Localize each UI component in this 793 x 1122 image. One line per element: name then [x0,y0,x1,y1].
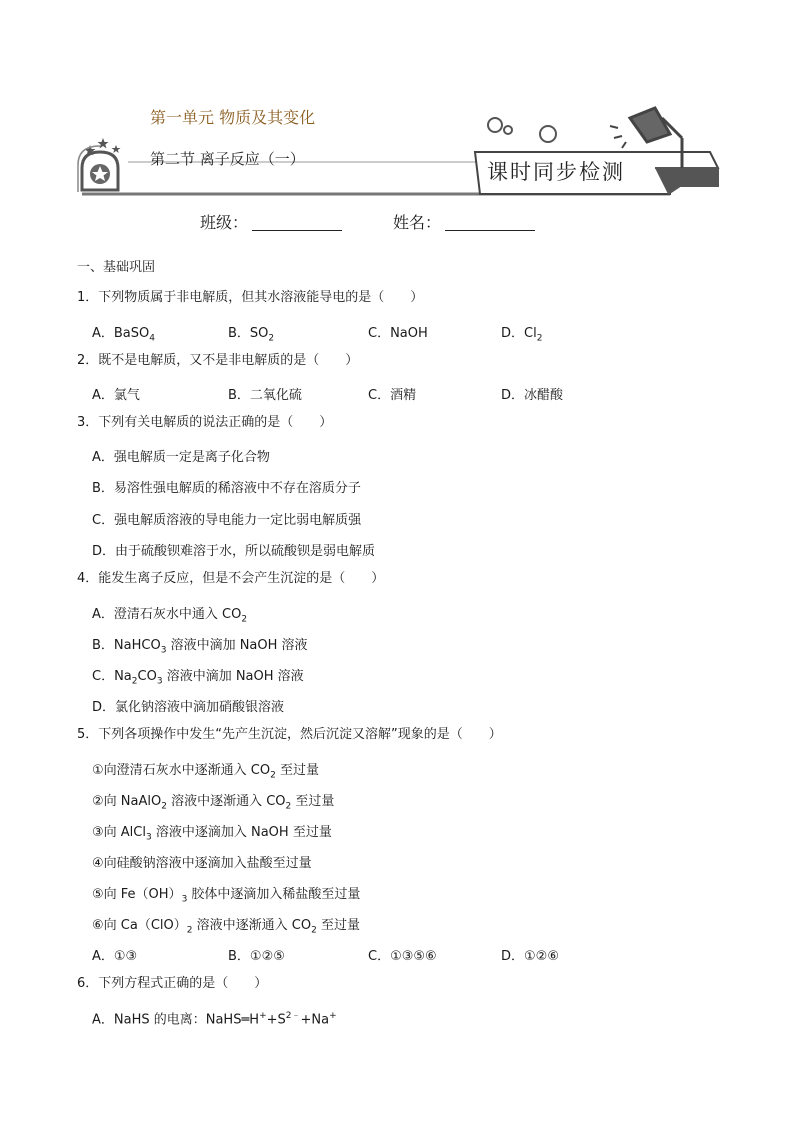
question-1-stem: 1．下列物质属于非电解质，但其水溶液能导电的是（ ） [77,290,424,305]
question-4-stem: 4．能发生离子反应，但是不会产生沉淀的是（ ） [77,571,385,586]
q2-option-d: D．冰醋酸 [501,388,564,403]
q6-option-a: A．NaHS 的电离：$NaHS═H^++S^{2﹣}+Na^+$ [92,1011,337,1028]
class-label: 班级： [200,213,249,232]
q2-option-c: C．酒精 [368,388,417,403]
q2-option-b: B．二氧化硫 [228,388,302,403]
badge-title: 课时同步检测 [487,160,625,184]
unit-title: 第一单元 物质及其变化 [150,108,316,127]
q5-option-b: B．①②⑤ [228,949,285,964]
q5-item-2: ②向 NaAlO$_2$ 溶液中逐渐通入 $CO_2$ 至过量 [92,794,335,812]
question-5-stem: 5．下列各项操作中发生“先产生沉淀，然后沉淀又溶解”现象的是（ ） [77,727,502,742]
section-heading: 一、基础巩固 [77,260,156,275]
q2-option-a: A．氯气 [92,388,140,403]
q3-option-c: C．强电解质溶液的导电能力一定比弱电解质强 [92,513,362,528]
q5-option-d: D．①②⑥ [501,949,559,964]
q4-option-a: A．澄清石灰水中通入 $CO_2$ [92,607,248,625]
star-badge-icon [78,138,121,192]
q1-option-c: C．NaOH [368,326,428,341]
bubble-icon [488,118,556,142]
name-label: 姓名： [393,213,442,232]
q4-option-c: C．$Na_2CO_3$ 溶液中滴加 NaOH 溶液 [92,669,304,687]
question-2-stem: 2．既不是电解质，又不是非电解质的是（ ） [77,353,359,368]
q5-item-3: ③向 AlCl$_3$ 溶液中逐滴加入 NaOH 至过量 [92,825,332,843]
q4-option-d: D．氯化钠溶液中滴加硝酸银溶液 [92,700,285,715]
q4-option-b: B．NaHCO$_3$ 溶液中滴加 NaOH 溶液 [92,638,308,656]
q5-option-a: A．①③ [92,949,138,964]
q5-option-c: C．①③⑤⑥ [368,949,437,964]
section-title: 第二节 离子反应（一） [150,150,305,168]
class-field [200,210,342,233]
q1-option-d: D．$Cl_2$ [501,326,543,344]
q5-item-6: ⑥向 $Ca(ClO)_2$ 溶液中逐渐通入 $CO_2$ 至过量 [92,918,360,936]
q3-option-a: A．强电解质一定是离子化合物 [92,450,270,465]
class-blank[interactable] [252,214,342,231]
q1-option-b: B．$SO_2$ [228,326,275,344]
q1-option-a: A．BaSO$_4$ [92,326,155,344]
q5-item-5: ⑤向 $Fe(OH)_3$ 胶体中逐滴加入稀盐酸至过量 [92,887,361,905]
question-3-stem: 3．下列有关电解质的说法正确的是（ ） [77,415,333,430]
question-6-stem: 6．下列方程式正确的是（ ） [77,976,268,991]
q3-option-b: B．易溶性强电解质的稀溶液中不存在溶质分子 [92,481,361,496]
q5-item-1: ①向澄清石灰水中逐渐通入 $CO_2$ 至过量 [92,763,319,781]
name-blank[interactable] [445,214,535,231]
q5-item-4: ④向硅酸钠溶液中逐滴加入盐酸至过量 [92,856,312,871]
name-field [393,210,535,233]
q3-option-d: D．由于硫酸钡难溶于水，所以硫酸钡是弱电解质 [92,544,376,559]
